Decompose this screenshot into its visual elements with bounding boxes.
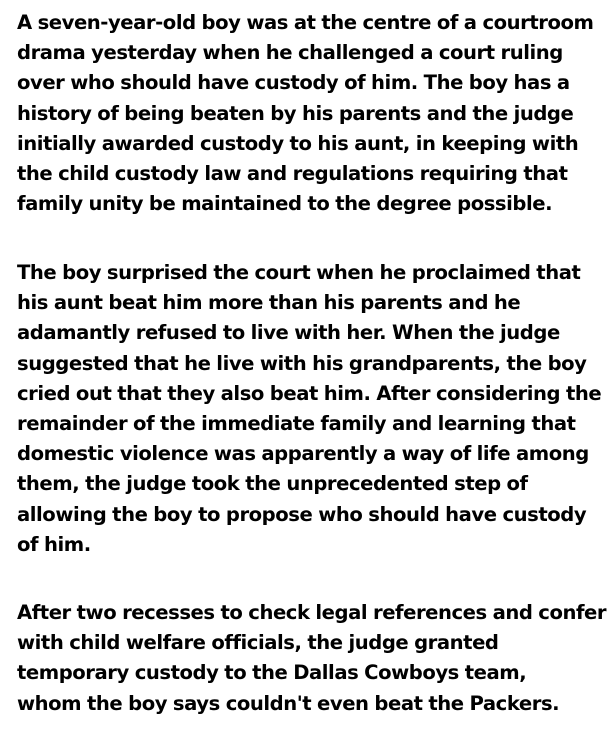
text-line: A seven-year-old boy was at the centre of a courtroom bbox=[17, 11, 594, 34]
text-line: remainder of the immediate family and learning that bbox=[17, 412, 576, 436]
text-line: initially awarded custody to his aunt, in keeping with bbox=[17, 131, 579, 155]
text-line: adamantly refused to live with her. When the judge bbox=[17, 321, 560, 345]
text-line: allowing the boy to propose who should have custody bbox=[17, 502, 587, 526]
paragraph-2 bbox=[17, 258, 601, 560]
text-line: temporary custody to the Dallas Cowboys team, bbox=[17, 661, 527, 685]
text-line: his aunt beat him more than his parents and he bbox=[17, 291, 521, 315]
text-line: family unity be maintained to the degree possible. bbox=[17, 192, 553, 216]
text-line: The boy surprised the court when he proclaimed that bbox=[17, 261, 581, 284]
text-line: the child custody law and regulations requiring that bbox=[17, 162, 568, 186]
paragraph-3 bbox=[17, 598, 606, 719]
text-line: domestic violence was apparently a way of life among bbox=[17, 442, 589, 466]
paragraph-1 bbox=[17, 8, 593, 219]
text-line: cried out that they also beat him. After considering the bbox=[17, 381, 602, 405]
text-line: with child welfare officials, the judge granted bbox=[17, 631, 499, 655]
text-line: history of being beaten by his parents and the judge bbox=[17, 101, 574, 125]
text-line: drama yesterday when he challenged a court ruling bbox=[17, 41, 563, 65]
text-line: them, the judge took the unprecedented step of bbox=[17, 472, 528, 496]
text-line: over who should have custody of him. The boy has a bbox=[17, 71, 570, 95]
text-line: whom the boy says couldn't even beat the Packers. bbox=[17, 691, 560, 715]
text-line: of him. bbox=[17, 532, 91, 556]
text-line: suggested that he live with his grandparents, the boy bbox=[17, 351, 587, 375]
text-line: After two recesses to check legal references and confer bbox=[17, 601, 607, 624]
